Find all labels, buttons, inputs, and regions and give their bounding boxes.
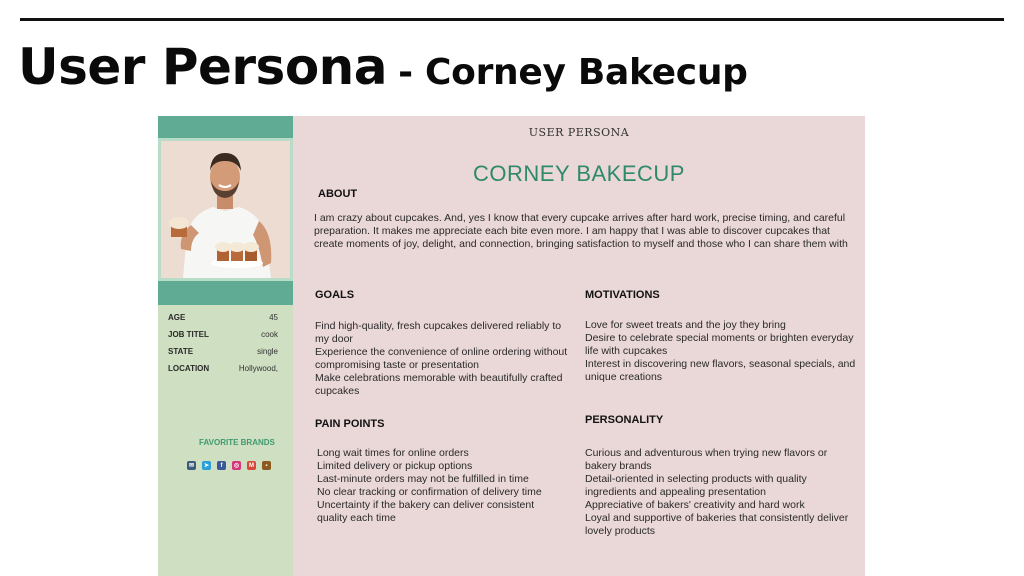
slide-title <box>18 38 748 96</box>
info-row-job-title <box>168 330 278 347</box>
pain-points-list <box>317 447 567 525</box>
personality-item: Loyal and supportive of bakeries that consistently deliver lovely products <box>585 512 849 537</box>
persona-photo-illustration <box>161 141 290 278</box>
gmail-alt-icon: ✉ <box>188 462 195 469</box>
info-label: AGE <box>168 313 186 322</box>
goal-item: Make celebrations memorable with beautifully crafted cupcakes <box>315 372 563 397</box>
info-label: LOCATION <box>168 364 210 373</box>
goals-heading: GOALS <box>315 289 355 301</box>
motivation-item: Interest in discovering new flavors, seasonal specials, and unique creations <box>585 358 856 383</box>
top-divider <box>20 18 1004 21</box>
info-label: JOB TITEL <box>168 330 209 339</box>
telegram-icon: ➤ <box>203 462 210 469</box>
info-value: single <box>257 347 278 356</box>
personality-heading: PERSONALITY <box>585 414 664 426</box>
info-row-state <box>168 347 278 364</box>
info-row-location <box>168 364 278 381</box>
motivation-item: Love for sweet treats and the joy they bring <box>585 319 786 331</box>
pain-point-item: Limited delivery or pickup options <box>317 460 473 472</box>
persona-main <box>293 116 865 576</box>
motivations-heading: MOTIVATIONS <box>585 289 660 301</box>
persona-card <box>158 116 865 576</box>
about-text: I am crazy about cupcakes. And, yes I know that every cupcake arrives after hard work, precise timing, and careful preparation. It makes me appreciate each bite even more. I am happy that I was able to discover cupcakes that create moments of joy, delight, and connection, bringing satisfaction to myself and those who I can share them with <box>314 212 848 250</box>
info-row-age <box>168 313 278 330</box>
pain-point-item: Last-minute orders may not be fulfilled in time <box>317 473 529 485</box>
pain-point-item: Long wait times for online orders <box>317 447 469 459</box>
info-value: Hollywood, <box>238 364 278 373</box>
slide-title-main: User Persona <box>18 38 387 96</box>
favorite-brands-title: FAVORITE BRANDS <box>199 438 275 447</box>
facebook-icon: f <box>217 461 226 470</box>
persona-info-table <box>168 313 278 381</box>
personality-item: Appreciative of bakers' creativity and hard work <box>585 499 805 511</box>
goals-list <box>315 320 573 398</box>
personality-list <box>585 447 857 538</box>
pain-points-heading: PAIN POINTS <box>315 418 385 430</box>
about-heading: ABOUT <box>318 188 358 200</box>
motivation-item: Desire to celebrate special moments or brighten everyday life with cupcakes <box>585 332 854 357</box>
personality-item: Curious and adventurous when trying new flavors or bakery brands <box>585 447 828 472</box>
slide-title-sub: - Corney Bakecup <box>398 52 748 93</box>
sidebar-middle-band <box>158 281 293 305</box>
personality-item: Detail-oriented in selecting products with quality ingredients and appealing presentation <box>585 473 807 498</box>
brand-square-icon: ▪ <box>262 461 271 470</box>
goal-item: Find high-quality, fresh cupcakes delivered reliably to my door <box>315 320 562 345</box>
instagram-icon: ◎ <box>233 462 240 469</box>
favorite-brands-icons <box>187 461 271 470</box>
pain-point-item: Uncertainty if the bakery can deliver consistent quality each time <box>317 499 535 524</box>
persona-sidebar <box>158 116 293 576</box>
pain-point-item: No clear tracking or confirmation of delivery time <box>317 486 542 498</box>
card-eyebrow: USER PERSONA <box>528 126 630 139</box>
persona-photo <box>161 141 290 278</box>
persona-name: CORNEY BAKECUP <box>473 161 685 186</box>
info-label: STATE <box>168 347 194 356</box>
motivations-list <box>585 319 857 384</box>
info-value: 45 <box>269 313 278 322</box>
gmail-icon: M <box>249 462 254 469</box>
goal-item: Experience the convenience of online ordering without compromising taste or presentation <box>315 346 568 371</box>
sidebar-top-band <box>158 116 293 138</box>
persona-photo-frame <box>158 138 293 281</box>
info-value: cook <box>261 330 278 339</box>
